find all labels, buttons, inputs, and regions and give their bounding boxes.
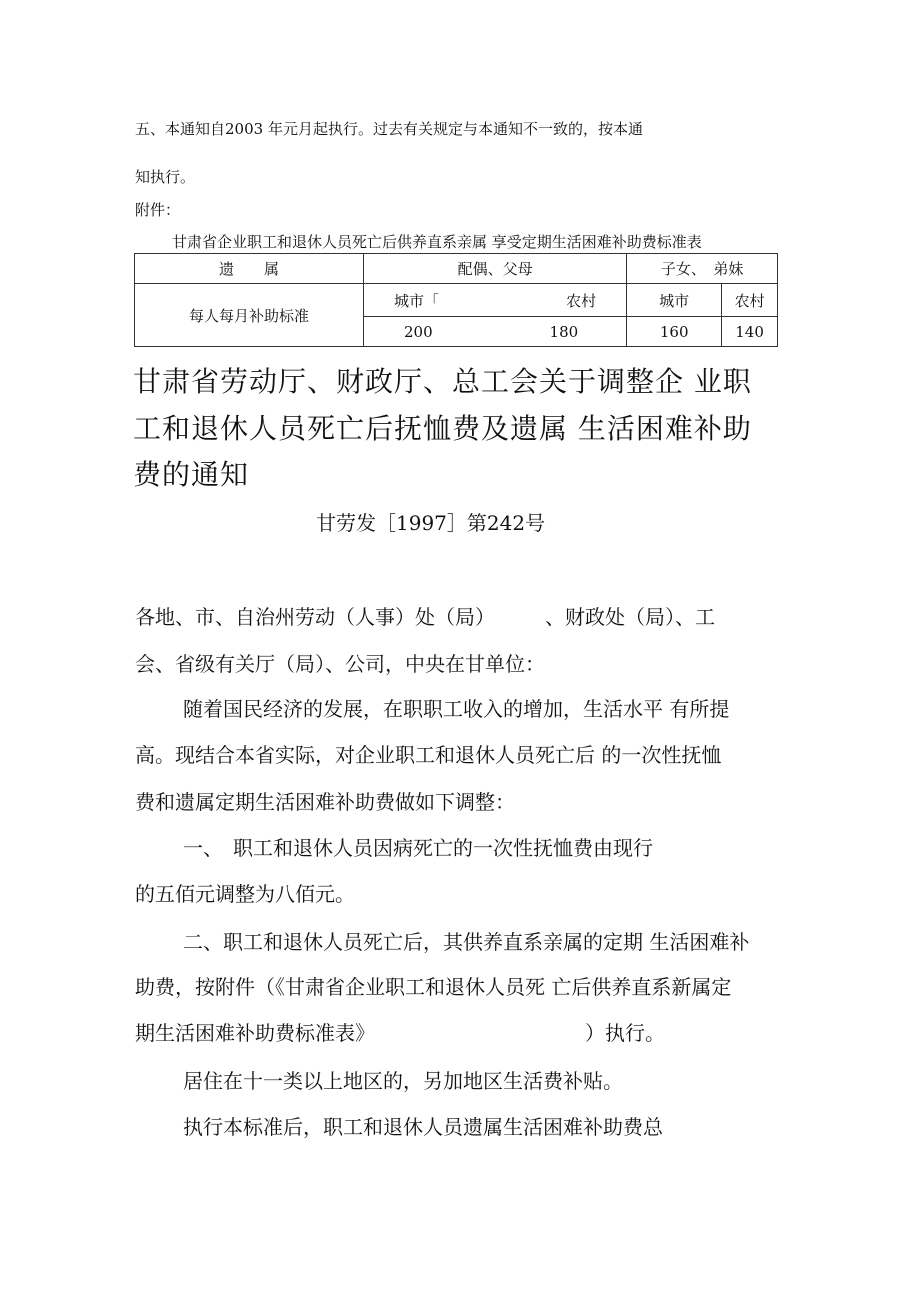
subsidy-standard-table	[134, 253, 778, 347]
spouse-value-cells	[364, 317, 627, 347]
value-children-city: 160	[627, 317, 722, 347]
table-subheader-row	[135, 284, 778, 317]
item2-line2: 助费，按附件（《甘肃省企业职工和退休人员死 亡后供养直系新属定	[135, 975, 732, 999]
spouse-sub-cells	[364, 284, 627, 317]
header-spouse-parents: 配偶、父母	[364, 254, 627, 284]
item5-line2: 知执行。	[135, 168, 196, 186]
title-line-1: 甘肃省劳动厅、财政厅、总工会关于调整企 业职	[133, 365, 752, 398]
address-line-1: 各地、市、自治州劳动（人事）处（局） 、财政处（局）、工	[135, 605, 715, 629]
table-caption: 甘肃省企业职工和退休人员死亡后供养直系亲属 享受定期生活困难补助费标准表	[172, 233, 702, 251]
item1-line2: 的五佰元调整为八佰元。	[135, 882, 355, 906]
address-line-2: 会、省级有关厅（局）、公司，中央在甘单位：	[135, 652, 545, 676]
title-line-3: 费的通知	[133, 458, 250, 491]
para1-line1: 随着国民经济的发展，在职职工收入的增加，生活水平 有所提	[183, 697, 730, 721]
table-header-row	[135, 254, 778, 284]
sub-rural-1: 农村	[566, 291, 597, 310]
value-spouse-rural: 180	[549, 322, 579, 341]
value-children-rural: 140	[722, 317, 778, 347]
document-number: 甘劳发［1997］第242号	[316, 511, 546, 535]
item5-line1: 五、本通知自2003 年元月起执行。过去有关规定与本通知不一致的，按本通	[135, 120, 643, 138]
header-relative: 遗 属	[135, 254, 364, 284]
sub-rural-2: 农村	[722, 284, 778, 317]
header-children-siblings: 子女、 弟妹	[627, 254, 778, 284]
para1-line3: 费和遗属定期生活困难补助费做如下调整：	[135, 790, 515, 814]
para-execution: 执行本标准后，职工和退休人员遗属生活困难补助费总	[183, 1115, 663, 1139]
item2-line3: 期生活困难补助费标准表》 ）执行。	[135, 1021, 665, 1045]
title-line-2: 工和退休人员死亡后抚恤费及遗属 生活困难补助	[133, 412, 752, 445]
row-label-monthly-standard: 每人每月补助标准	[135, 284, 364, 347]
sub-city-1: 城市「	[394, 291, 440, 310]
item1-line1: 一、 职工和退休人员因病死亡的一次性抚恤费由现行	[183, 836, 653, 860]
para-area-subsidy: 居住在十一类以上地区的，另加地区生活费补贴。	[183, 1069, 623, 1093]
sub-city-2: 城市	[627, 284, 722, 317]
para1-line2: 高。现结合本省实际，对企业职工和退休人员死亡后 的一次性抚恤	[135, 743, 722, 767]
value-spouse-city: 200	[404, 322, 433, 341]
item2-line1: 二、职工和退休人员死亡后，其供养直系亲属的定期 生活困难补	[183, 930, 750, 954]
attachment-label: 附件：	[135, 201, 181, 219]
